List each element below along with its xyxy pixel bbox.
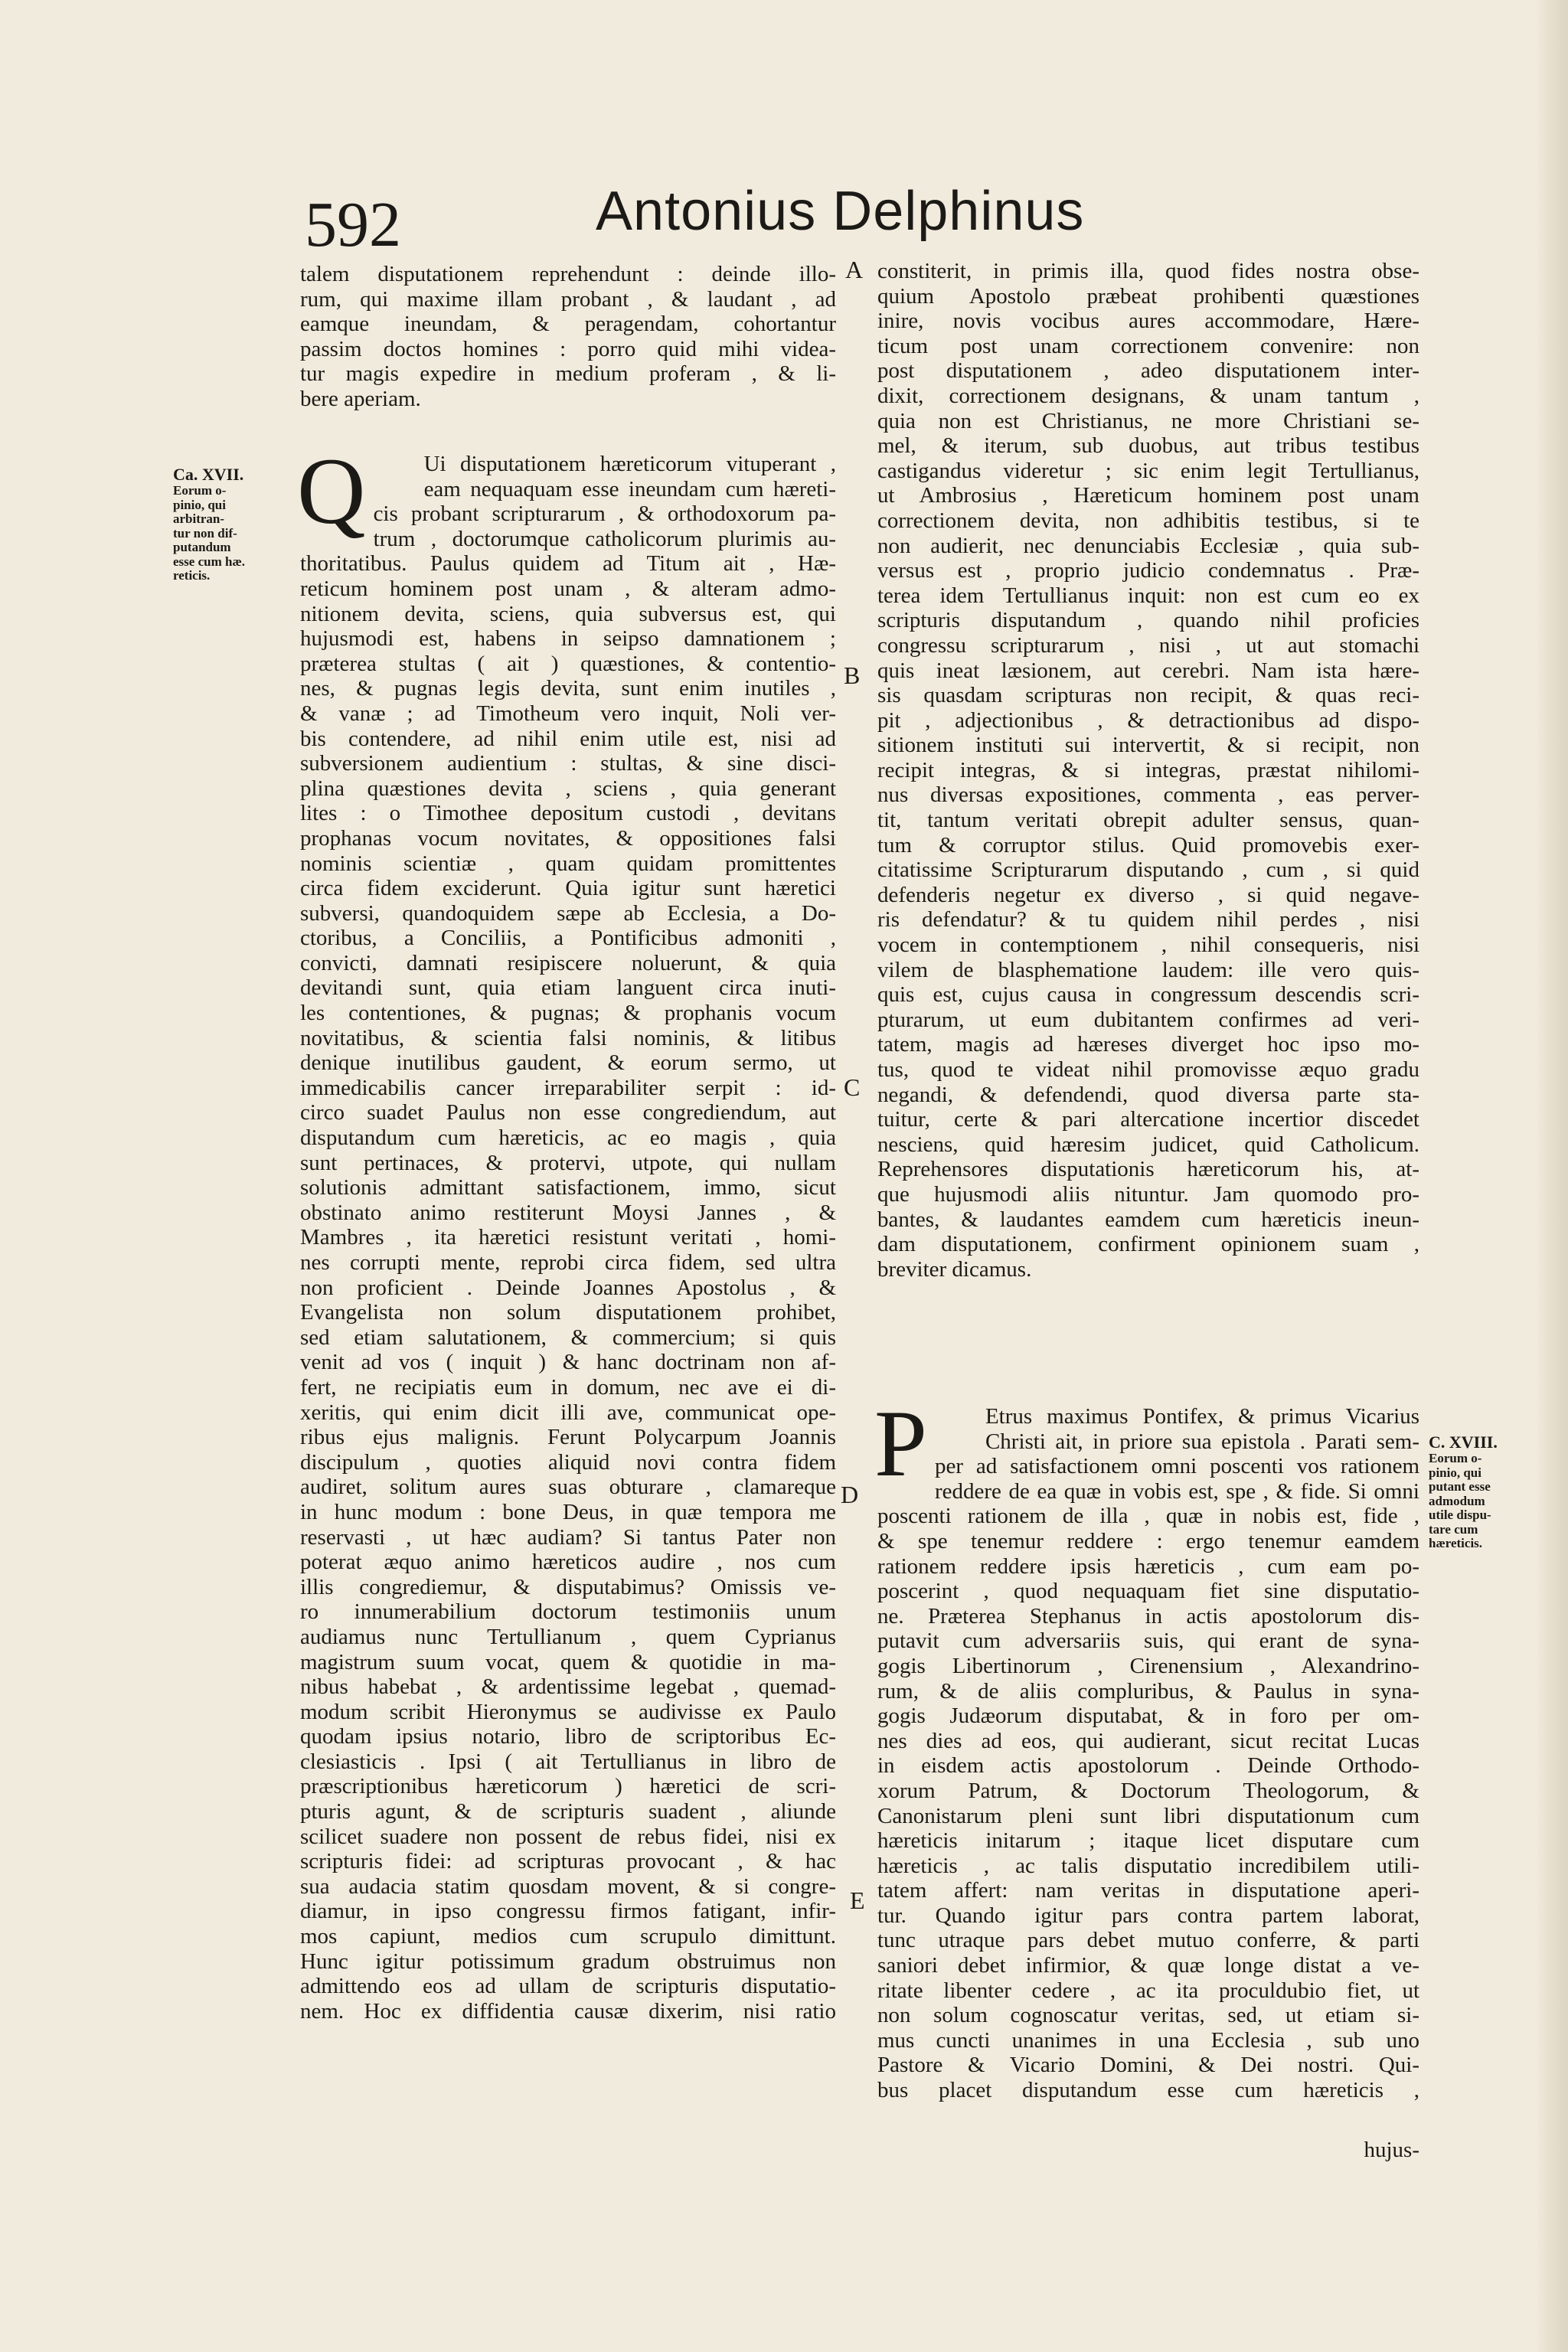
text-line: bis contendere, ad nihil enim utile est, nisi ad: [300, 726, 836, 751]
text-line: reservasti , ut hæc audiam? Si tantus Pater non: [300, 1524, 836, 1550]
text-line: nominis scientiæ , quam quidam promittentes: [300, 851, 836, 876]
page-edge: [1537, 0, 1568, 2352]
text-line: admittendo eos ad ullam de scripturis disputatio-: [300, 1974, 836, 1999]
text-line: bere aperiam.: [300, 386, 421, 411]
page-number: 592: [305, 189, 401, 260]
text-line: vocem in contemptionem , nihil consequeris, nisi: [877, 933, 1419, 958]
side-note-line: admodum: [1429, 1493, 1485, 1508]
text-line: inire, novis vocibus aures accommodare, Hære-: [877, 309, 1419, 334]
text-line: nes dies ad eos, qui audierant, sicut recitat Lucas: [877, 1728, 1419, 1753]
text-line: magistrum suum vocat, quem & quotidie in ma-: [300, 1649, 836, 1674]
side-note-line: hæreticis.: [1429, 1536, 1483, 1550]
text-line: Etrus maximus Pontifex, & primus Vicarius: [985, 1404, 1419, 1429]
side-note-line: Eorum o-: [173, 483, 227, 498]
text-line: ne. Præterea Stephanus in actis apostolorum dis-: [877, 1603, 1419, 1628]
text-line: obstinato animo restiterunt Moysi Jannes , &: [300, 1200, 836, 1225]
text-line: & spe tenemur reddere : ergo tenemur eamdem: [877, 1528, 1419, 1553]
text-line: discipulum , quoties aliquid novi contra fidem: [300, 1449, 836, 1475]
text-line: ris defendatur? & tu quidem nihil perdes , nisi: [877, 907, 1419, 933]
text-line: mos capiunt, medios cum scrupulo dimittunt.: [300, 1924, 836, 1949]
text-line: tur. Quando igitur pars contra partem laborat,: [877, 1903, 1419, 1928]
text-line: eam nequaquam esse ineundam cum hæreti-: [423, 476, 836, 501]
text-line: bus placet disputandum esse cum hæreticis ,: [877, 2078, 1419, 2103]
text-line: recipit integras, & si integras, præstat nihilomi-: [877, 757, 1419, 782]
text-line: passim doctos homines : porro quid mihi videa-: [300, 336, 836, 361]
text-line: non proficient . Deinde Joannes Apostolus , &: [300, 1275, 836, 1300]
text-line: nesciens, quid hæresim judicet, quid Catholicum.: [877, 1132, 1419, 1157]
text-line: reddere de ea quæ in vobis est, spe , & fide. Si omni: [934, 1478, 1419, 1504]
side-note-line: Eorum o-: [1429, 1451, 1482, 1465]
text-line: eamque ineundam, & peragendam, cohortantur: [300, 312, 836, 337]
side-note-line: reticis.: [173, 568, 211, 583]
section-letter-b: B: [844, 662, 861, 689]
text-line: non audierit, nec denunciabis Ecclesiæ , quia sub-: [877, 533, 1419, 558]
text-line: tatem, magis ad hæreses diverget hoc ipso mo-: [877, 1032, 1419, 1057]
text-line: bantes, & laudantes eamdem cum hæreticis ineun-: [877, 1207, 1419, 1232]
text-line: poscenti rationem de illa , quæ in nobis est, fide ,: [877, 1504, 1419, 1529]
text-line: xeritis, qui enim dicit illi ave, communicat ope-: [300, 1400, 836, 1425]
text-line: castigandus videretur ; sic enim legit Tertullianus,: [877, 458, 1419, 483]
text-line: tus, quod te videat nihil promovisse æquo gradu: [877, 1057, 1419, 1082]
text-line: in eisdem actis apostolorum . Deinde Orthodo-: [877, 1753, 1419, 1779]
text-line: disputandum cum hæreticis, ac eo magis , quia: [300, 1125, 836, 1151]
text-line: circo suadet Paulus non esse congrediendum, aut: [300, 1100, 836, 1125]
text-line: correctionem devita, non adhibitis testibus, si te: [877, 508, 1419, 533]
text-line: sed etiam salutationem, & commercium; si quis: [300, 1325, 836, 1350]
text-line: ritate libenter cedere , ac ita proculdubio fiet, ut: [877, 1978, 1419, 2003]
text-line: nes, & pugnas legis devita, sunt enim inutiles ,: [300, 676, 836, 701]
text-line: les contentiones, & pugnas; & prophanis vocum: [300, 1001, 836, 1026]
text-line: non solum cognoscatur veritas, sed, ut etiam si-: [877, 2003, 1419, 2028]
text-line: tit, tantum veritati obrepit adulter sensus, quan-: [877, 808, 1419, 833]
text-line: scripturis disputandum , quando nihil proficies: [877, 608, 1419, 633]
side-note-line: tare cum: [1429, 1521, 1478, 1537]
text-line: versus est , proprio judicio condemnatus . Præ-: [877, 558, 1419, 583]
text-line: quium Apostolo præbeat prohibenti quæstiones: [877, 283, 1419, 309]
text-line: quodam ipsius notario, libro de scriptoribus Ec-: [300, 1724, 836, 1749]
side-note-left: [173, 466, 285, 583]
text-line: illis congrediemur, & disputabimus? Omissis ve-: [300, 1574, 836, 1599]
text-line: Hunc igitur potissimum gradum obstruimus non: [300, 1949, 836, 1974]
text-line: sunt pertinaces, & protervi, utpote, qui nullam: [300, 1150, 836, 1175]
text-line: dam disputationem, confirment opinionem suam ,: [877, 1232, 1419, 1257]
section-letter-d: D: [841, 1481, 859, 1508]
text-line: fert, ne recipiatis eum in domum, nec ave ei di-: [300, 1374, 836, 1400]
text-line: novitatibus, & scientia falsi nominis, & litibus: [300, 1025, 836, 1050]
text-line: xorum Patrum, & Doctorum Theologorum, &: [877, 1778, 1419, 1803]
text-line: trum , doctorumque catholicorum plurimis au-: [373, 526, 836, 551]
text-line: sua audacia statim quosdam movent, & si congre-: [300, 1873, 836, 1899]
text-line: circa fidem exciderunt. Quia igitur sunt hæretici: [300, 876, 836, 901]
text-line: hujusmodi est, habens in seipso damnationem ;: [300, 626, 836, 652]
text-line: sitionem instituti sui intervertit, & si recipit, non: [877, 733, 1419, 758]
text-line: reticum hominem post unam , & alteram admo-: [300, 576, 836, 601]
text-line: hæreticis initarum ; itaque licet disputare cum: [877, 1828, 1419, 1854]
text-line: ctoribus, a Conciliis, a Pontificibus admoniti ,: [300, 926, 836, 951]
text-line: post disputationem , adeo disputationem inter-: [877, 358, 1419, 384]
text-line: mus cuncti unanimes in una Ecclesia , sub uno: [877, 2027, 1419, 2053]
text-line: nem. Hoc ex diffidentia causæ dixerim, nisi ratio: [300, 1998, 836, 2024]
text-line: tuitur, certe & pari altercatione incertior discedet: [877, 1107, 1419, 1132]
section-letter-a: A: [845, 256, 864, 283]
text-line: tur magis expedire in medium proferam , & li-: [300, 361, 836, 387]
text-line: convicti, damnati resipiscere noluerunt, & quia: [300, 950, 836, 975]
catchword: hujus-: [1364, 2138, 1419, 2162]
text-line: ticum post unam correctionem convenire: non: [877, 333, 1419, 358]
side-note-line: pinio, qui: [173, 497, 226, 512]
text-line: citatissime Scripturarum disputando , cum , si quid: [877, 858, 1419, 883]
text-line: clesiasticis . Ipsi ( ait Tertullianus in libro de: [300, 1749, 836, 1774]
text-line: immedicabilis cancer irreparabiliter serpit : id-: [300, 1075, 836, 1100]
text-line: vilem de blasphematione laudem: ille vero quis-: [877, 957, 1419, 982]
text-line: que hujusmodi aliis nituntur. Jam quomodo pro-: [877, 1181, 1419, 1207]
text-line: Canonistarum pleni sunt libri disputationum cum: [877, 1803, 1419, 1828]
side-note-line: putandum: [173, 540, 231, 554]
text-line: Evangelista non solum disputationem prohibet,: [300, 1300, 836, 1325]
section-letter-e: E: [850, 1886, 865, 1914]
text-line: ribus ejus malignis. Ferunt Polycarpum Joannis: [300, 1425, 836, 1450]
text-line: congressu scripturarum , nisi , ut aut stomachi: [877, 632, 1419, 658]
section-letter-c: C: [844, 1073, 861, 1101]
left-column-intro: [300, 262, 836, 412]
text-line: defenderis negetur ex diverso , si quid negave-: [877, 882, 1419, 907]
text-line: in hunc modum : bone Deus, in quæ tempora me: [300, 1499, 836, 1524]
text-line: quia non est Christianus, ne more Christiani se-: [877, 408, 1419, 433]
text-line: negandi, & defendendi, quod diversa parte sta-: [877, 1082, 1419, 1107]
text-line: pturarum, ut eum dubitantem confirmes ad veri-: [877, 1007, 1419, 1032]
left-column-paragraph: [297, 439, 836, 2024]
side-note-left-title: Ca. XVII.: [173, 465, 244, 484]
side-note-line: pinio, qui: [1429, 1465, 1481, 1480]
text-line: tunc utraque pars debet mutuo conferre, & parti: [877, 1928, 1419, 1953]
text-line: Reprehensores disputationis hæreticorum his, at-: [877, 1157, 1419, 1182]
text-line: poscerint , quod nequaquam fiet sine disputatio-: [877, 1579, 1419, 1604]
text-line: per ad satisfactionem omni poscenti vos rationem: [934, 1454, 1419, 1479]
text-line: Ui disputationem hæreticorum vituperant ,: [423, 452, 836, 476]
text-line: hæreticis , ac talis disputatio incredibilem utili-: [877, 1853, 1419, 1878]
side-note-right-title: C. XVIII.: [1429, 1432, 1498, 1452]
text-line: constiterit, in primis illa, quod fides nostra obse-: [877, 259, 1419, 283]
text-line: nus diversas expositiones, commenta , eas perver-: [877, 782, 1419, 808]
text-line: cis probant scripturarum , & orthodoxorum pa-: [373, 501, 836, 527]
text-line: audiamus nunc Tertullianum , quem Cyprianus: [300, 1624, 836, 1649]
text-line: putavit cum adversariis suis, qui erant de syna-: [877, 1628, 1419, 1654]
text-line: nitionem devita, sciens, quia subversus est, qui: [300, 601, 836, 626]
text-line: Pastore & Vicario Domini, & Dei nostri. Qui-: [877, 2053, 1419, 2078]
text-line: poterat æquo animo hæreticos audire , nos cum: [300, 1550, 836, 1575]
text-line: pturis agunt, & de scripturis suadent , aliunde: [300, 1799, 836, 1824]
text-line: nes corrupti mente, reprobi circa fidem, sed ultra: [300, 1250, 836, 1275]
text-line: dixit, correctionem designans, & unam tantum ,: [877, 383, 1419, 408]
text-line: talem disputationem reprehendunt : deinde illo-: [300, 262, 836, 286]
text-line: saniori debet infirmior, & quæ longe distat a ve-: [877, 1953, 1419, 1978]
text-line: gogis Libertinorum , Cirenensium , Alexandrino-: [877, 1653, 1419, 1678]
text-line: gogis Judæorum disputabat, & in foro per om-: [877, 1704, 1419, 1729]
text-line: breviter dicamus.: [877, 1256, 1032, 1282]
text-line: audiret, solitum aures suas obturare , clamareque: [300, 1475, 836, 1500]
text-line: prophanas vocum novitates, & oppositiones falsi: [300, 825, 836, 851]
text-line: devitandi sunt, quia etiam languent circa inuti-: [300, 975, 836, 1001]
text-line: plina quæstiones devita , sciens , quia generant: [300, 776, 836, 801]
text-line: mel, & iterum, sub duobus, aut tribus testibus: [877, 433, 1419, 459]
side-note-line: arbitran-: [173, 511, 225, 526]
text-line: rum, & de aliis compluribus, & Paulus in syna-: [877, 1678, 1419, 1704]
text-line: modum scribit Hieronymus se audivisse ex Paulo: [300, 1699, 836, 1724]
text-line: pit , adjectionibus , & detractionibus ad dispo-: [877, 707, 1419, 733]
text-line: terea idem Tertullianus inquit: non est cum eo ex: [877, 583, 1419, 608]
text-line: lites : o Timothee depositum custodi , devitans: [300, 801, 836, 826]
text-line: tum & corruptor stilus. Quid promovebis exer-: [877, 832, 1419, 858]
right-column-paragraph-2: [874, 1391, 1419, 2103]
text-line: subversi, quandoquidem sæpe ab Ecclesia, a Do-: [300, 900, 836, 926]
text-line: subversionem audientium : stultas, & sine disci-: [300, 751, 836, 776]
drop-cap-p: P: [874, 1391, 927, 1496]
side-note-line: utile dispu-: [1429, 1508, 1491, 1522]
text-line: & vanæ ; ad Timotheum vero inquit, Noli ver-: [300, 701, 836, 726]
side-note-line: putant esse: [1429, 1479, 1491, 1494]
side-note-line: tur non dif-: [173, 525, 237, 541]
text-line: ro innumerabilium doctorum testimoniis unum: [300, 1599, 836, 1625]
text-line: solutionis admittant satisfactionem, immo, sicut: [300, 1175, 836, 1200]
side-note-line: esse cum hæ.: [173, 554, 245, 569]
text-line: sis quasdam scripturas non recipit, & quas reci-: [877, 683, 1419, 708]
side-note-right: [1429, 1433, 1521, 1551]
text-line: venit ad vos ( inquit ) & hanc doctrinam non af-: [300, 1350, 836, 1375]
text-line: Christi ait, in priore sua epistola . Parati sem-: [985, 1429, 1419, 1454]
right-column-paragraph-1: [877, 259, 1419, 1282]
text-line: præscriptionibus hæreticorum ) hæretici de scri-: [300, 1774, 836, 1799]
side-note-left-text: [173, 484, 285, 583]
text-line: ut Ambrosius , Hæreticum hominem post unam: [877, 483, 1419, 508]
text-line: quis est, cujus causa in congressum descendis scri-: [877, 982, 1419, 1008]
text-line: Mambres , ita hæretici resistunt veritati , homi-: [300, 1225, 836, 1250]
text-line: nibus habebat , & ardentissime legebat , quemad-: [300, 1674, 836, 1700]
running-title: Antonius Delphinus: [596, 181, 1085, 242]
text-line: scilicet suadere non possent de rebus fidei, nisi ex: [300, 1824, 836, 1849]
text-line: quis ineat læsionem, aut cerebri. Nam ista hære-: [877, 658, 1419, 683]
text-line: diamur, in ipso congressu firmos fatigant, infir-: [300, 1899, 836, 1924]
text-line: præterea stultas ( ait ) quæstiones, & contentio-: [300, 651, 836, 676]
text-line: tatem affert: nam veritas in disputatione aperi-: [877, 1878, 1419, 1903]
text-line: rationem reddere ipsis hæreticis , cum eam po-: [877, 1553, 1419, 1579]
text-line: thoritatibus. Paulus quidem ad Titum ait , Hæ-: [300, 551, 836, 577]
text-line: rum, qui maxime illam probant , & laudant , ad: [300, 286, 836, 312]
text-line: scripturis fidei: ad scripturas provocant , & hac: [300, 1849, 836, 1874]
side-note-right-text: [1429, 1452, 1521, 1551]
drop-cap-q: Q: [297, 439, 366, 544]
text-line: denique inutilibus gaudent, & eorum sermo, ut: [300, 1050, 836, 1076]
